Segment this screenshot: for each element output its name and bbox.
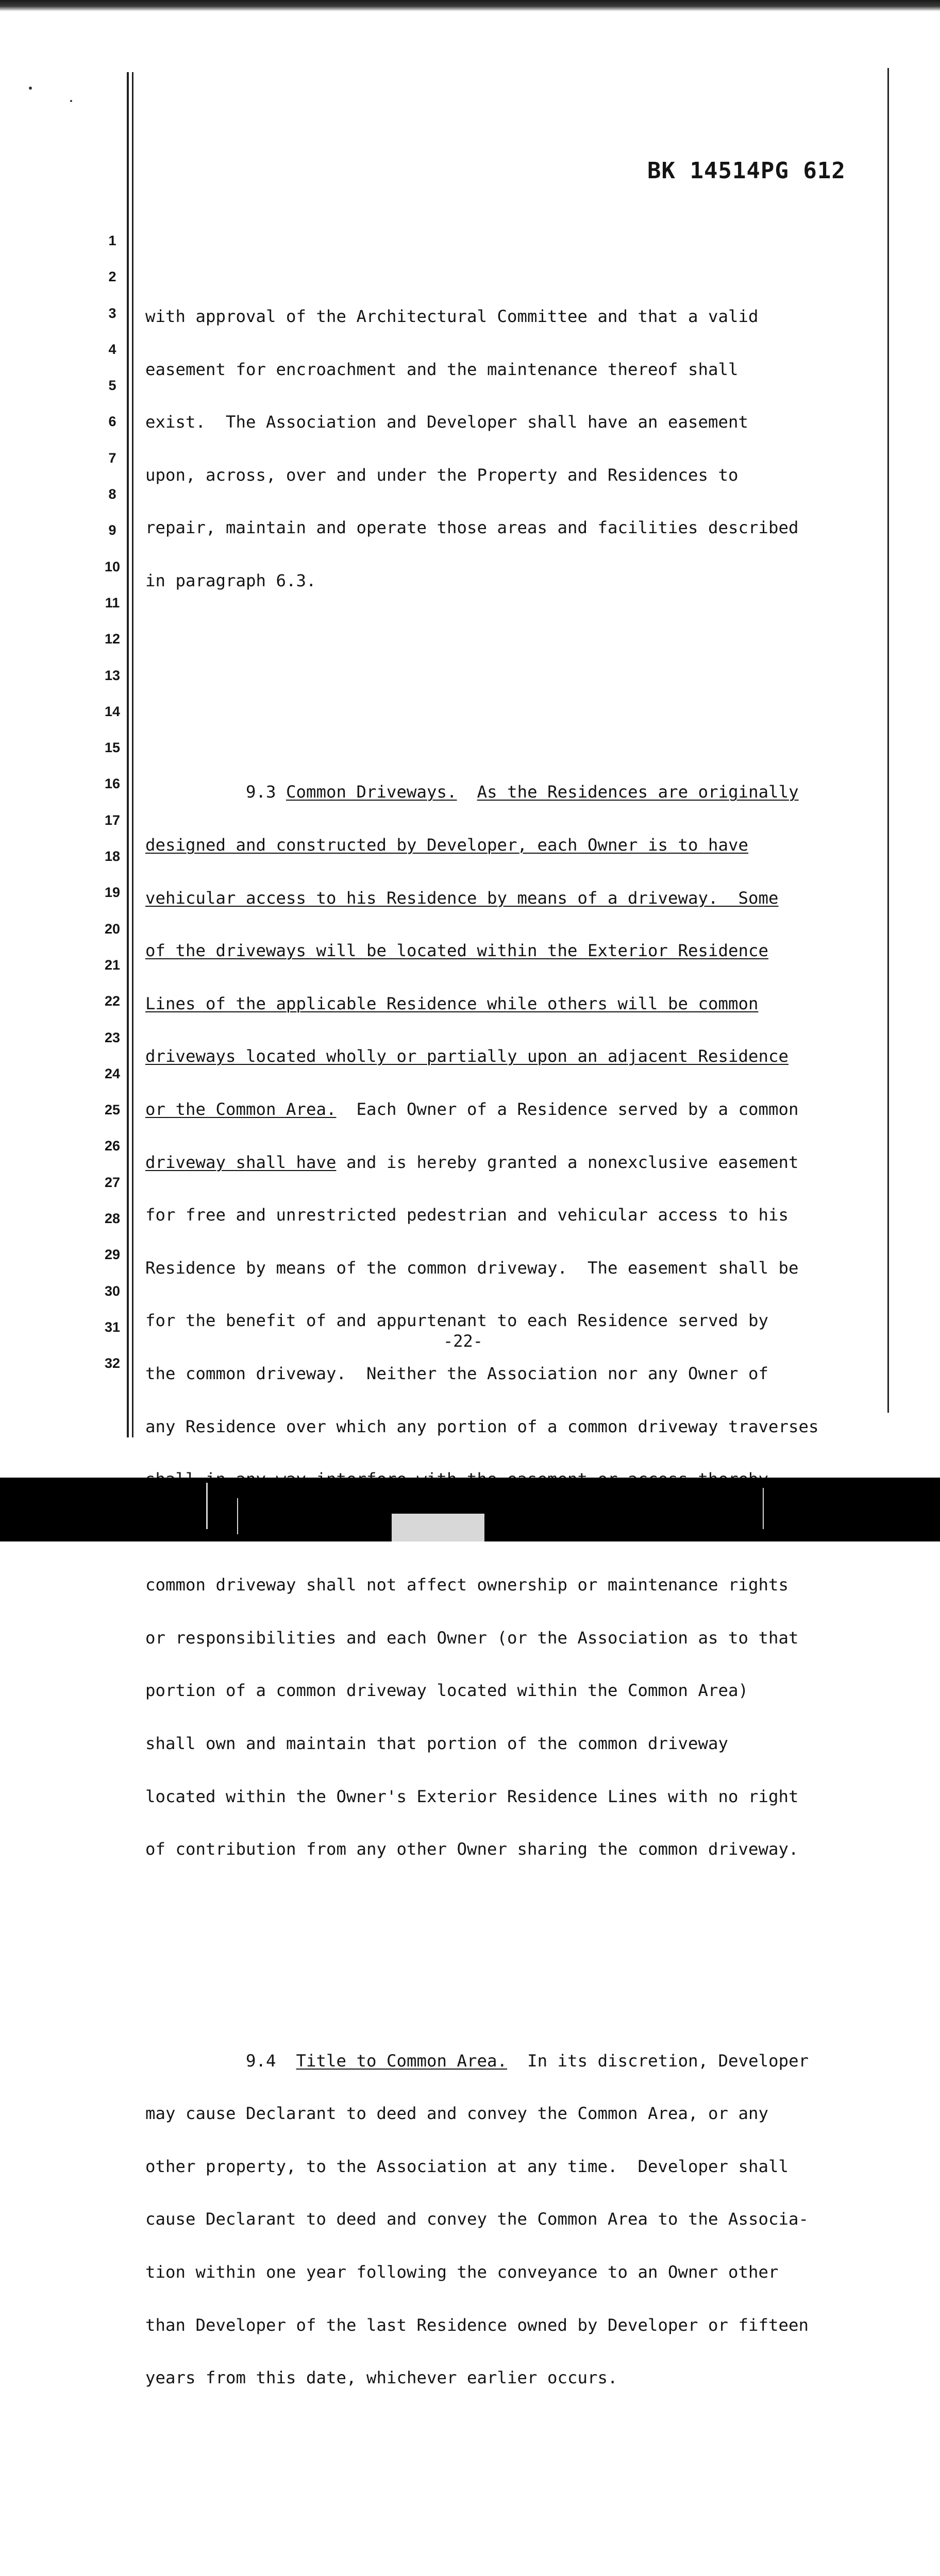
text-line: easement for encroachment and the maintenance thereof shall — [145, 359, 738, 379]
line-number: 24 — [104, 1065, 121, 1081]
text-line: vehicular access to his Residence by means of a driveway. Some — [145, 888, 779, 908]
line-number: 13 — [104, 667, 121, 683]
line-number: 6 — [108, 414, 116, 430]
line-number: 30 — [104, 1283, 121, 1299]
scan-streak — [206, 1483, 208, 1529]
scan-speck — [70, 100, 72, 102]
section-heading: Common Driveways. — [286, 782, 457, 802]
line-number: 17 — [104, 812, 121, 828]
text-line: driveway shall have and is hereby granted a nonexclusive easement — [145, 1152, 799, 1172]
text-line: upon, across, over and under the Property and Residences to — [145, 465, 738, 485]
text-line: common driveway shall not affect ownership or maintenance rights — [145, 1575, 789, 1595]
text-line: for free and unrestricted pedestrian and vehicular access to his — [145, 1205, 789, 1225]
section-heading: Title to Common Area. — [296, 2050, 508, 2071]
text-line: 9.3 Common Driveways. As the Residences are originally — [246, 782, 799, 802]
left-margin-rule — [132, 72, 133, 1437]
scan-bottom-edge — [0, 1478, 940, 1541]
page-number: -22- — [443, 1331, 483, 1351]
text-line: 9.4 Title to Common Area. In its discretion, Developer — [246, 2050, 809, 2071]
line-number: 23 — [104, 1029, 121, 1045]
text-line: or the Common Area. Each Owner of a Residence served by a common — [145, 1099, 799, 1119]
text-line: years from this date, whichever earlier occurs. — [145, 2368, 618, 2388]
line-number: 21 — [104, 957, 121, 973]
left-margin-rule — [127, 72, 129, 1437]
text-line: driveways located wholly or partially upon an adjacent Residence — [145, 1046, 789, 1066]
document-body — [145, 219, 887, 2576]
text-line: than Developer of the last Residence owned by Developer or fifteen — [145, 2315, 809, 2335]
line-number: 15 — [104, 740, 121, 756]
scan-streak — [237, 1498, 238, 1534]
section-10 — [145, 2545, 887, 2576]
line-number: 3 — [108, 305, 116, 321]
section-number: 9.4 — [246, 2050, 276, 2071]
text-line: other property, to the Association at any time. Developer shall — [145, 2156, 789, 2176]
line-number-column — [101, 223, 124, 1382]
text-line: portion of a common driveway located within the Common Area) — [145, 1681, 749, 1701]
text-line: exist. The Association and Developer shall have an easement — [145, 412, 749, 432]
paragraph-continuation — [145, 273, 887, 625]
line-number: 14 — [104, 703, 121, 719]
text-line: in paragraph 6.3. — [145, 570, 316, 590]
text-line: located within the Owner's Exterior Residence Lines with no right — [145, 1786, 799, 1806]
text-line: for the benefit of and appurtenant to each Residence served by — [145, 1311, 769, 1331]
line-number: 32 — [104, 1355, 121, 1371]
line-number: 9 — [108, 522, 116, 538]
text-line: designed and constructed by Developer, each Owner is to have — [145, 835, 749, 855]
text-line: or responsibilities and each Owner (or the Association as to that — [145, 1628, 799, 1648]
section-9-4 — [145, 2016, 887, 2422]
line-number: 12 — [104, 631, 121, 647]
line-number: 18 — [104, 849, 121, 865]
scan-top-edge — [0, 0, 940, 11]
text-line: of the driveways will be located within the Exterior Residence — [145, 941, 769, 961]
line-number: 31 — [104, 1319, 121, 1335]
text-line: Residence by means of the common driveway. The easement shall be — [145, 1258, 799, 1278]
text-line: tion within one year following the conveyance to an Owner other — [145, 2262, 779, 2282]
scan-streak — [763, 1488, 764, 1529]
scan-streak — [392, 1514, 484, 1541]
line-number: 19 — [104, 885, 121, 901]
text-line: with approval of the Architectural Committee and that a valid — [145, 307, 759, 327]
book-page-reference: BK 14514PG 612 — [647, 158, 846, 184]
text-line: the common driveway. Neither the Association nor any Owner of — [145, 1363, 769, 1383]
line-number: 7 — [108, 450, 116, 466]
text-line: of contribution from any other Owner sharing the common driveway. — [145, 1839, 799, 1859]
line-number: 29 — [104, 1247, 121, 1263]
line-number: 20 — [104, 921, 121, 937]
right-margin-rule — [887, 68, 889, 1413]
line-number: 28 — [104, 1211, 121, 1227]
line-number: 26 — [104, 1138, 121, 1154]
line-number: 16 — [104, 776, 121, 792]
line-number: 11 — [105, 595, 120, 611]
line-number: 8 — [108, 486, 116, 502]
line-number: 4 — [108, 341, 116, 357]
line-number: 10 — [104, 558, 121, 574]
text-line: cause Declarant to deed and convey the Common Area to the Associa- — [145, 2209, 809, 2229]
text-line: any Residence over which any portion of a common driveway traverses — [145, 1416, 819, 1436]
text-line: Lines of the applicable Residence while others will be common — [145, 993, 759, 1013]
text-line: shall own and maintain that portion of the common driveway — [145, 1734, 729, 1754]
scan-speck — [29, 87, 32, 90]
line-number: 1 — [108, 233, 116, 248]
line-number: 5 — [108, 378, 116, 394]
text-line: repair, maintain and operate those areas and facilities described — [145, 518, 799, 538]
line-number: 2 — [108, 269, 116, 285]
section-number: 9.3 — [246, 782, 276, 802]
section-9-3 — [145, 748, 887, 1893]
line-number: 27 — [104, 1174, 121, 1190]
line-number: 25 — [104, 1102, 121, 1118]
text-line: may cause Declarant to deed and convey the Common Area, or any — [145, 2104, 769, 2124]
line-number: 22 — [104, 993, 121, 1009]
